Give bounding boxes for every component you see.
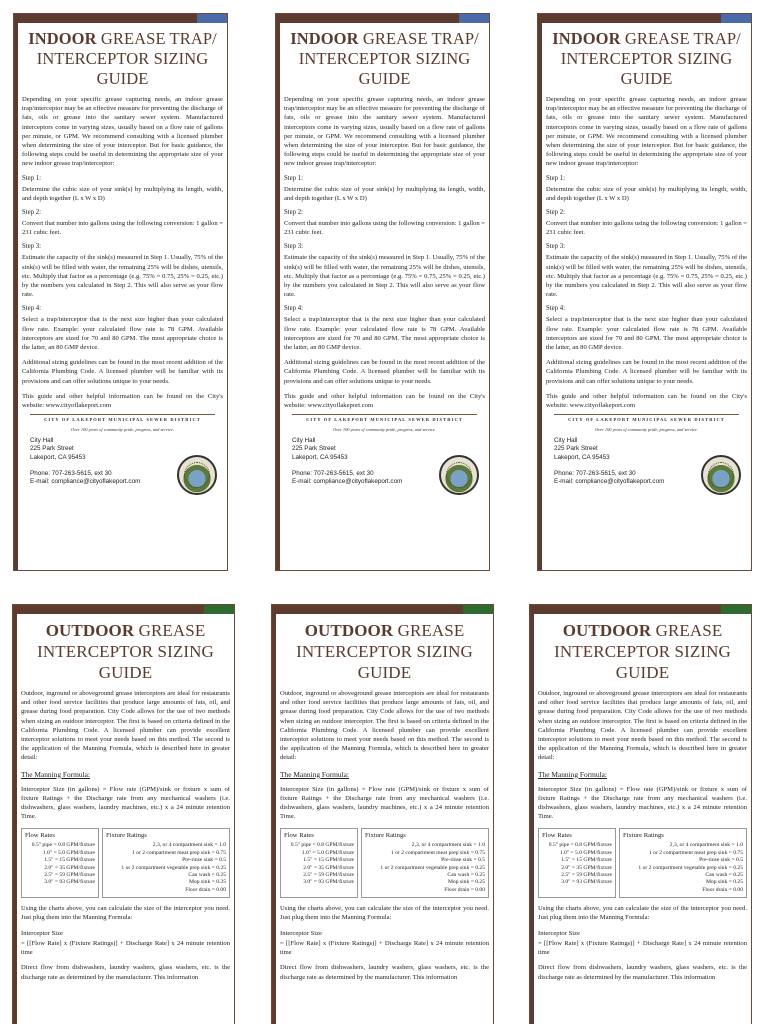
divider xyxy=(554,414,739,415)
tagline: Over 100 years of community pride, progress, and service. xyxy=(595,427,698,433)
flow-rates-table xyxy=(21,828,99,898)
interceptor-size-label: Interceptor Size xyxy=(538,929,580,937)
table-row: 1 or 2 compartment vegetable prep sink = 0.25 xyxy=(638,864,743,871)
step-label: Step 1: xyxy=(546,174,566,182)
step-label: Step 2: xyxy=(546,209,566,217)
table-row: Pre-rinse sink = 0.5 xyxy=(699,857,743,864)
step-text: Determine the cubic size of your sink(s) by multiplying its length, width, and depth together (L x W x D) xyxy=(22,185,223,202)
indoor-guide-card-3 xyxy=(537,13,752,571)
using-charts-text: Using the charts above, you can calculate the size of the interceptor you need. Just plug them into the Manning Formula: xyxy=(538,905,747,922)
manning-heading: The Manning Formula: xyxy=(538,769,607,779)
interceptor-size-formula: = [[Flow Rate] x (Fixture Ratings)] + Discharge Rate] x 24 minute retention time xyxy=(21,939,230,957)
email-address: E-mail: compliance@cityoflakeport.com xyxy=(30,478,141,486)
step-text: Convert that number into gallons using the following conversion: 1 gallon = 231 cubic feet. xyxy=(22,220,223,237)
table-row: Mop sink = 0.25 xyxy=(188,879,226,886)
step-label: Step 3: xyxy=(546,243,566,251)
page-title: OUTDOOR GREASE INTERCEPTOR SIZING GUIDE xyxy=(296,621,473,682)
manning-heading: The Manning Formula: xyxy=(280,769,349,779)
website-paragraph: This guide and other helpful information can be found on the City's website: www.cityoflakeport.com xyxy=(284,392,485,410)
manning-formula-text: Interceptor Size (in gallons) = Flow rate (GPM)/sink or fixture x sum of fixture Ratings + the Discharge rate from any mechanical washers (i.e. dishwashers, glass washers, laundry machines, etc.) x a 24 minute retention Time. xyxy=(280,785,489,821)
fixture-ratings-table xyxy=(619,828,747,898)
table-row: 0.5" pipe = 0.8 GPM/fixture xyxy=(548,842,612,849)
manning-heading: The Manning Formula: xyxy=(21,769,90,779)
street-address: 225 Park Street xyxy=(554,445,598,453)
table-row: 0.5" pipe = 0.8 GPM/fixture xyxy=(31,842,95,849)
tagline: Over 100 years of community pride, progress, and service. xyxy=(71,427,174,433)
divider xyxy=(292,414,477,415)
contact-block xyxy=(22,437,223,486)
table-row: Floor drain = 0.00 xyxy=(444,886,485,893)
table-row: 1.5" = 15 GPM/fixture xyxy=(561,857,612,864)
street-address: 225 Park Street xyxy=(292,445,336,453)
top-color-band xyxy=(13,605,234,614)
direct-flow-text: Direct flow from dishwashers, laundry washers, glass washers, etc. is the discharge rate as determined by the manufacturer. This information xyxy=(538,964,747,981)
city-seal-icon xyxy=(701,455,741,495)
top-color-band xyxy=(272,605,493,614)
intro-paragraph: Outdoor, inground or aboveground grease interceptors are ideal for restaurants and other food service facilities that produce large amounts of fats, oil, and grease during food preparation. City Code allows for the use of two methods when sizing an outdoor interceptor. The first is based on criteria defined in the California Plumbing Code. A licensed plumber can provide excellent interceptor solutions to meet your needs based on this method. The second is the application of the Manning Formula, which is described here in greater detail: xyxy=(538,690,747,762)
top-color-band xyxy=(538,14,751,23)
flow-rates-table xyxy=(538,828,616,898)
table-row: Pre-rinse sink = 0.5 xyxy=(441,857,485,864)
rating-tables xyxy=(538,828,747,898)
outdoor-guide-card-1 xyxy=(12,604,235,1024)
step-label: Step 4: xyxy=(22,305,42,313)
step-text: Select a trap/interceptor that is the next size higher than your calculated flow rate. Example: your calculated flow rate is 78 GPM. Available interceptors are sized for 70 and 80 GPM. The most appropriate choice is the latter, an 80 GMP device. xyxy=(546,316,747,352)
table-row: 1.0" = 5.0 GPM/fixture xyxy=(559,849,612,856)
contact-block xyxy=(284,437,485,486)
table-row: 1.0" = 5.0 GPM/fixture xyxy=(42,849,95,856)
table-row: 0.5" pipe = 0.8 GPM/fixture xyxy=(290,842,354,849)
using-charts-text: Using the charts above, you can calculate the size of the interceptor you need. Just plug them into the Manning Formula: xyxy=(21,905,230,922)
interceptor-size-label: Interceptor Size xyxy=(21,929,63,937)
step-text: Estimate the capacity of the sink(s) measured in Step 1. Usually, 75% of the sink(s) will be filled with water, the remaining 25% will be dishes, utensils, etc. Multiply that factor as a percentage (e.g. 75% = 0.75, 25% = 0.25, etc.) by the numbers you calculated in Step 2. This will also serve as your flow rate. xyxy=(22,254,223,299)
additional-paragraph: Additional sizing guidelines can be found in the most recent addition of the California Plumbing Code. A licensed plumber will be familiar with its provisions and can offer solutions unique to your needs. xyxy=(22,359,223,385)
district-name: CITY OF LAKEPORT MUNICIPAL SEWER DISTRICT xyxy=(44,417,201,423)
email-address: E-mail: compliance@cityoflakeport.com xyxy=(292,478,403,486)
table-row: Can wash = 0.25 xyxy=(447,872,485,879)
step-text: Select a trap/interceptor that is the next size higher than your calculated flow rate. Example: your calculated flow rate is 78 GPM. Available interceptors are sized for 70 and 80 GPM. The most appropriate choice is the latter, an 80 GMP device. xyxy=(22,316,223,352)
phone-number: Phone: 707-263-5615, ext 30 xyxy=(30,469,112,477)
table-row: Can wash = 0.25 xyxy=(705,872,743,879)
district-name: CITY OF LAKEPORT MUNICIPAL SEWER DISTRICT xyxy=(306,417,463,423)
table-row: Mop sink = 0.25 xyxy=(447,879,485,886)
table-row: 1 or 2 compartment meat prep sink = 0.75 xyxy=(648,849,743,856)
using-charts-text: Using the charts above, you can calculate the size of the interceptor you need. Just plug them into the Manning Formula: xyxy=(280,905,489,922)
page-title: INDOOR GREASE TRAP/ INTERCEPTOR SIZING GUIDE xyxy=(28,29,217,88)
step-label: Step 3: xyxy=(284,243,304,251)
phone-number: Phone: 707-263-5615, ext 30 xyxy=(554,469,636,477)
table-row: 2.0" = 35 GPM/fixture xyxy=(561,864,612,871)
page-title: INDOOR GREASE TRAP/ INTERCEPTOR SIZING GUIDE xyxy=(290,29,479,88)
city-address: Lakeport, CA 95453 xyxy=(554,453,610,461)
table-row: 3.0" = 93 GPM/fixture xyxy=(303,879,354,886)
step-text: Estimate the capacity of the sink(s) measured in Step 1. Usually, 75% of the sink(s) will be filled with water, the remaining 25% will be dishes, utensils, etc. Multiply that factor as a percentage (e.g. 75% = 0.75, 25% = 0.25, etc.) by the numbers you calculated in Step 2. This will also serve as your flow rate. xyxy=(546,254,747,299)
intro-paragraph: Outdoor, inground or aboveground grease interceptors are ideal for restaurants and other food service facilities that produce large amounts of fats, oil, and grease during food preparation. City Code allows for the use of two methods when sizing an outdoor interceptor. The first is based on criteria defined in the California Plumbing Code. A licensed plumber can provide excellent interceptor solutions to meet your needs based on this method. The second is the application of the Manning Formula, which is described here in greater detail: xyxy=(21,690,230,762)
page-title: INDOOR GREASE TRAP/ INTERCEPTOR SIZING GUIDE xyxy=(552,29,741,88)
table-row: 2,3, or 4 compartment sink = 1.0 xyxy=(669,842,743,849)
table-title: Flow Rates xyxy=(25,832,55,840)
table-row: 1.5" = 15 GPM/fixture xyxy=(303,857,354,864)
interceptor-size-formula: = [[Flow Rate] x (Fixture Ratings)] + Discharge Rate] x 24 minute retention time xyxy=(280,939,489,957)
flow-rates-table xyxy=(280,828,358,898)
interceptor-size-label: Interceptor Size xyxy=(280,929,322,937)
rating-tables xyxy=(21,828,230,898)
top-color-band xyxy=(530,605,751,614)
direct-flow-text: Direct flow from dishwashers, laundry washers, glass washers, etc. is the discharge rate as determined by the manufacturer. This information xyxy=(21,964,230,981)
manning-formula-text: Interceptor Size (in gallons) = Flow rate (GPM)/sink or fixture x sum of fixture Ratings + the Discharge rate from any mechanical washers (i.e. dishwashers, glass washers, laundry machines, etc.) x a 24 minute retention Time. xyxy=(538,785,747,821)
step-label: Step 2: xyxy=(284,209,304,217)
step-text: Determine the cubic size of your sink(s) by multiplying its length, width, and depth together (L x W x D) xyxy=(546,185,747,202)
tagline: Over 100 years of community pride, progress, and service. xyxy=(333,427,436,433)
table-row: 3.0" = 93 GPM/fixture xyxy=(561,879,612,886)
street-address: 225 Park Street xyxy=(30,445,74,453)
table-row: Floor drain = 0.00 xyxy=(702,886,743,893)
city-address: Lakeport, CA 95453 xyxy=(292,453,348,461)
table-row: Can wash = 0.25 xyxy=(188,872,226,879)
manning-formula-text: Interceptor Size (in gallons) = Flow rate (GPM)/sink or fixture x sum of fixture Ratings + the Discharge rate from any mechanical washers (i.e. dishwashers, glass washers, laundry machines, etc.) x a 24 minute retention Time. xyxy=(21,785,230,821)
table-row: 1 or 2 compartment meat prep sink = 0.75 xyxy=(390,849,485,856)
step-text: Convert that number into gallons using the following conversion: 1 gallon = 231 cubic feet. xyxy=(284,220,485,237)
direct-flow-text: Direct flow from dishwashers, laundry washers, glass washers, etc. is the discharge rate as determined by the manufacturer. This information xyxy=(280,964,489,981)
table-title: Fixture Ratings xyxy=(106,832,147,840)
table-title: Fixture Ratings xyxy=(365,832,406,840)
intro-paragraph: Depending on your specific grease capturing needs, an indoor grease trap/interceptor may be an effective measure for preventing the discharge of fats, oils or grease into the sanitary sewer system. Manufactured interceptors come in varying sizes, usually based on a flow rate of gallons per minute, or GPM. We recommend consulting with a licensed plumber when determining the size of your interceptor. But for basic guidance, the following steps could be useful in determining the appropriate size of your new indoor grease trap/interceptor: xyxy=(546,96,747,168)
additional-paragraph: Additional sizing guidelines can be found in the most recent addition of the California Plumbing Code. A licensed plumber will be familiar with its provisions and can offer solutions unique to your needs. xyxy=(546,359,747,385)
intro-paragraph: Depending on your specific grease capturing needs, an indoor grease trap/interceptor may be an effective measure for preventing the discharge of fats, oils or grease into the sanitary sewer system. Manufactured interceptors come in varying sizes, usually based on a flow rate of gallons per minute, or GPM. We recommend consulting with a licensed plumber when determining the size of your interceptor. But for basic guidance, the following steps could be useful in determining the appropriate size of your new indoor grease trap/interceptor: xyxy=(284,96,485,168)
rating-tables xyxy=(280,828,489,898)
additional-paragraph: Additional sizing guidelines can be found in the most recent addition of the California Plumbing Code. A licensed plumber will be familiar with its provisions and can offer solutions unique to your needs. xyxy=(284,359,485,385)
table-row: 1.5" = 15 GPM/fixture xyxy=(44,857,95,864)
table-row: Mop sink = 0.25 xyxy=(705,879,743,886)
step-label: Step 4: xyxy=(284,305,304,313)
table-row: 2,3, or 4 compartment sink = 1.0 xyxy=(152,842,226,849)
step-label: Step 1: xyxy=(22,174,42,182)
table-row: 2.5" = 59 GPM/fixture xyxy=(303,872,354,879)
fixture-ratings-table xyxy=(102,828,230,898)
office-name: City Hall xyxy=(30,437,54,445)
indoor-guide-card-1 xyxy=(13,13,228,571)
website-paragraph: This guide and other helpful information can be found on the City's website: www.cityoflakeport.com xyxy=(546,392,747,410)
table-row: 2.5" = 59 GPM/fixture xyxy=(44,872,95,879)
table-row: 1.0" = 5.0 GPM/fixture xyxy=(301,849,354,856)
city-seal-icon xyxy=(177,455,217,495)
table-title: Fixture Ratings xyxy=(623,832,664,840)
email-address: E-mail: compliance@cityoflakeport.com xyxy=(554,478,665,486)
table-row: 2,3, or 4 compartment sink = 1.0 xyxy=(411,842,485,849)
page-title: OUTDOOR GREASE INTERCEPTOR SIZING GUIDE xyxy=(554,621,731,682)
step-text: Select a trap/interceptor that is the next size higher than your calculated flow rate. Example: your calculated flow rate is 78 GPM. Available interceptors are sized for 70 and 80 GPM. The most appropriate choice is the latter, an 80 GMP device. xyxy=(284,316,485,352)
website-paragraph: This guide and other helpful information can be found on the City's website: www.cityoflakeport.com xyxy=(22,392,223,410)
table-title: Flow Rates xyxy=(284,832,314,840)
table-title: Flow Rates xyxy=(542,832,572,840)
table-row: 1 or 2 compartment meat prep sink = 0.75 xyxy=(131,849,226,856)
district-name: CITY OF LAKEPORT MUNICIPAL SEWER DISTRICT xyxy=(568,417,725,423)
top-color-band xyxy=(276,14,489,23)
office-name: City Hall xyxy=(554,437,578,445)
step-label: Step 4: xyxy=(546,305,566,313)
step-label: Step 3: xyxy=(22,243,42,251)
city-seal-icon xyxy=(439,455,479,495)
step-label: Step 2: xyxy=(22,209,42,217)
phone-number: Phone: 707-263-5615, ext 30 xyxy=(292,469,374,477)
table-row: 2.5" = 59 GPM/fixture xyxy=(561,872,612,879)
table-row: 3.0" = 93 GPM/fixture xyxy=(44,879,95,886)
city-address: Lakeport, CA 95453 xyxy=(30,453,86,461)
intro-paragraph: Depending on your specific grease capturing needs, an indoor grease trap/interceptor may be an effective measure for preventing the discharge of fats, oils or grease into the sanitary sewer system. Manufactured interceptors come in varying sizes, usually based on a flow rate of gallons per minute, or GPM. We recommend consulting with a licensed plumber when determining the size of your interceptor. But for basic guidance, the following steps could be useful in determining the appropriate size of your new indoor grease trap/interceptor: xyxy=(22,96,223,168)
step-text: Determine the cubic size of your sink(s) by multiplying its length, width, and depth together (L x W x D) xyxy=(284,185,485,202)
table-row: Floor drain = 0.00 xyxy=(185,886,226,893)
step-text: Convert that number into gallons using the following conversion: 1 gallon = 231 cubic feet. xyxy=(546,220,747,237)
outdoor-guide-card-2 xyxy=(271,604,494,1024)
step-label: Step 1: xyxy=(284,174,304,182)
page-title: OUTDOOR GREASE INTERCEPTOR SIZING GUIDE xyxy=(37,621,214,682)
contact-block xyxy=(546,437,747,486)
table-row: 2.0" = 35 GPM/fixture xyxy=(303,864,354,871)
table-row: Pre-rinse sink = 0.5 xyxy=(182,857,226,864)
table-row: 2.0" = 35 GPM/fixture xyxy=(44,864,95,871)
top-color-band xyxy=(14,14,227,23)
office-name: City Hall xyxy=(292,437,316,445)
table-row: 1 or 2 compartment vegetable prep sink = 0.25 xyxy=(121,864,226,871)
step-text: Estimate the capacity of the sink(s) measured in Step 1. Usually, 75% of the sink(s) will be filled with water, the remaining 25% will be dishes, utensils, etc. Multiply that factor as a percentage (e.g. 75% = 0.75, 25% = 0.25, etc.) by the numbers you calculated in Step 2. This will also serve as your flow rate. xyxy=(284,254,485,299)
fixture-ratings-table xyxy=(361,828,489,898)
indoor-guide-card-2 xyxy=(275,13,490,571)
divider xyxy=(30,414,215,415)
intro-paragraph: Outdoor, inground or aboveground grease interceptors are ideal for restaurants and other food service facilities that produce large amounts of fats, oil, and grease during food preparation. City Code allows for the use of two methods when sizing an outdoor interceptor. The first is based on criteria defined in the California Plumbing Code. A licensed plumber can provide excellent interceptor solutions to meet your needs based on this method. The second is the application of the Manning Formula, which is described here in greater detail: xyxy=(280,690,489,762)
table-row: 1 or 2 compartment vegetable prep sink = 0.25 xyxy=(380,864,485,871)
outdoor-guide-card-3 xyxy=(529,604,752,1024)
interceptor-size-formula: = [[Flow Rate] x (Fixture Ratings)] + Discharge Rate] x 24 minute retention time xyxy=(538,939,747,957)
